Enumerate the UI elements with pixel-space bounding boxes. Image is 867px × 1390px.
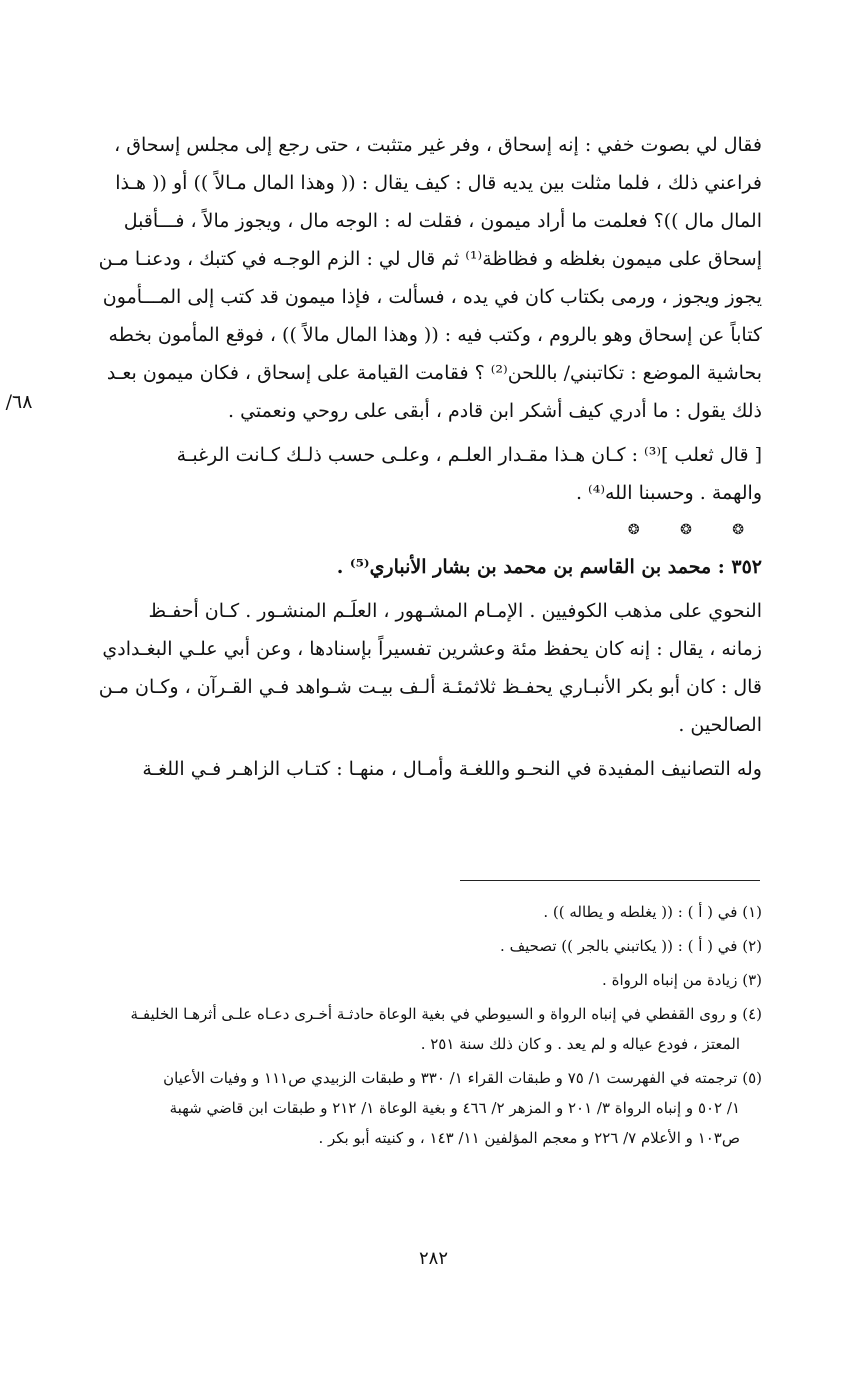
entry-line-4: الصالحين .	[678, 714, 762, 736]
works-line: وله التصانيف المفيدة في النحـو واللغـة وأمـال ، منهـا : كتـاب الزاهـر فـي اللغـة	[142, 758, 762, 780]
footnote-3: (٣) زيادة من إنباه الرواة .	[602, 971, 762, 989]
footnote-separator	[460, 880, 760, 881]
margin-page-reference: ٦٨/	[5, 391, 33, 413]
body-line-4: إسحاق على ميمون بغلظه و فظاظة⁽¹⁾ ثم قال لي : الزم الوجـه في كتبك ، ودعنـا مـن	[98, 248, 762, 270]
entry-line-3: قال : كان أبو بكر الأنبـاري يحفـظ ثلاثمئـة ألـف بيـت شـواهد فـي القـرآن ، وكـان مـن	[98, 676, 762, 698]
footnote-1: (١) في ( أ ) : (( يغلطه و يطاله )) .	[543, 903, 762, 921]
footnote-4: (٤) و روى القفطي في إنباه الرواة و السيوطي في بغية الوعاة حادثـة أخـرى دعـاه علـى أثرهـا الخليفـة	[130, 1005, 762, 1023]
entry-line-1: النحوي على مذهب الكوفيين . الإمـام المشـهور ، العلَـم المنشـور . كـان أحفـظ	[148, 600, 762, 622]
thalab-line-2: والهمة . وحسبنا الله⁽⁴⁾ .	[575, 482, 762, 504]
footnote-2: (٢) في ( أ ) : (( يكاتبني بالجر )) تصحيف .	[500, 937, 762, 955]
footnotes	[40, 897, 762, 1153]
footnote-5-continued: ١/ ٥٠٢ و إنباه الرواة ٣/ ٢٠١ و المزهر ٢/ ٤٦٦ و بغية الوعاة ١/ ٢١٢ و طبقات ابن قاضي شهبة	[169, 1099, 740, 1117]
entry-line-2: زمانه ، يقال : إنه كان يحفظ مئة وعشرين تفسيراً بإسنادها ، وعن أبي علـي البغـدادي	[102, 638, 762, 660]
footnote-5-continued: ص١٠٣ و الأعلام ٧/ ٢٢٦ و معجم المؤلفين ١١/ ١٤٣ ، و كنيته أبو بكر .	[318, 1129, 740, 1147]
thalab-line-1: [ قال ثعلب ]⁽³⁾ : كـان هـذا مقـدار العلـم ، وعلـى حسب ذلـك كـانت الرغبـة	[176, 444, 762, 466]
body-line-1: فقال لي بصوت خفي : إنه إسحاق ، وفر غير متثبت ، حتى رجع إلى مجلس إسحاق ،	[114, 134, 762, 156]
body-line-6: كتاباً عن إسحاق وهو بالروم ، وكتب فيه : (( وهذا المال مالاً )) ، فوقع المأمون بخطه	[108, 324, 762, 346]
body-line-7: بحاشية الموضع : تكاتبني/ باللحن⁽²⁾ ؟ فقامت القيامة على إسحاق ، فكان ميمون بعـد	[106, 362, 762, 384]
body-line-5: يجوز ويجوز ، ورمى بكتاب كان في يده ، فسألت ، فإذا ميمون قد كتب إلى المـــأمون	[102, 286, 762, 308]
main-text	[40, 126, 762, 788]
section-ornament: ❂ ❂ ❂	[627, 522, 762, 538]
body-line-3: المال مال ))؟ فعلمت ما أراد ميمون ، فقلت له : الوجه مال ، ويجوز مالاً ، فـــأقبل	[123, 210, 762, 232]
body-line-8: ذلك يقول : ما أدري كيف أشكر ابن قادم ، أبقى على روحي ونعمتي .	[227, 400, 762, 422]
footnote-4-continued: المعتز ، فودع عياله و لم يعد . و كان ذلك سنة ٢٥١ .	[420, 1035, 740, 1053]
page-number: ٢٨٢	[418, 1248, 448, 1269]
entry-heading: ٣٥٢ : محمد بن القاسم بن محمد بن بشار الأنباري⁽⁵⁾ .	[336, 556, 762, 578]
footnote-5: (٥) ترجمته في الفهرست ١/ ٧٥ و طبقات القراء ١/ ٣٣٠ و طبقات الزبيدي ص١١١ و وفيات الأعيان	[163, 1069, 762, 1087]
body-line-2: فراعني ذلك ، فلما مثلت بين يديه قال : كيف يقال : (( وهذا المال مـالاً )) أو (( هـذا	[115, 172, 762, 194]
